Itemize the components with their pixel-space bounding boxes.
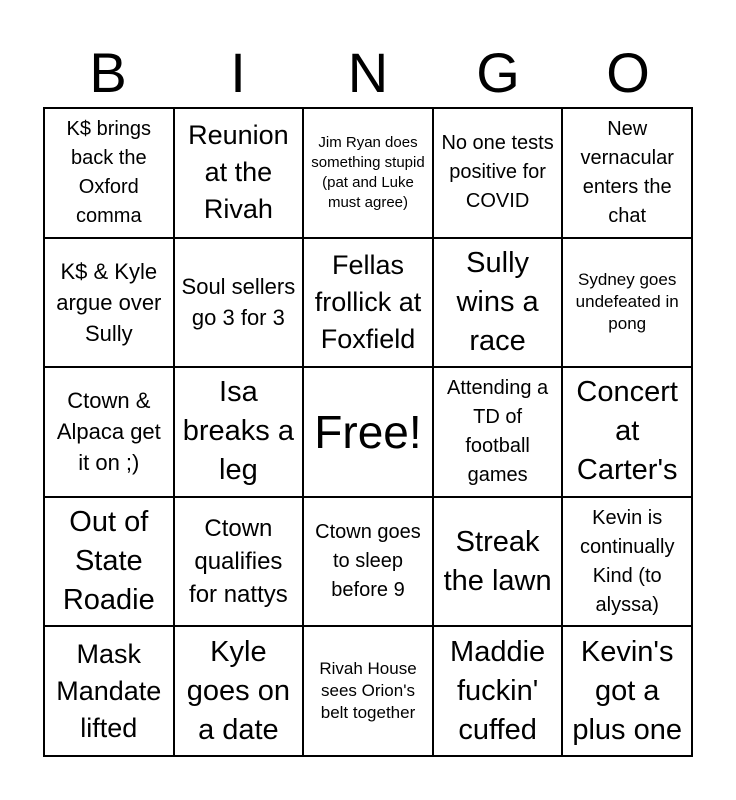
cell-text: Sydney goes undefeated in pong	[575, 270, 679, 334]
bingo-cell[interactable]	[174, 626, 304, 756]
cell-text: K$ & Kyle argue over Sully	[56, 258, 162, 346]
bingo-cell[interactable]	[174, 238, 304, 368]
cell-text: Free!	[314, 405, 422, 458]
cell-text: Concert at Carter's	[576, 376, 678, 487]
cell-text: Reunion at the Rivah	[188, 120, 289, 225]
bingo-card	[43, 107, 693, 757]
cell-text: Ctown qualifies for nattys	[189, 515, 288, 609]
cell-text: K$ brings back the Oxford comma	[66, 117, 152, 227]
header-letter-i: I	[230, 41, 246, 104]
cell-text: Maddie fuckin' cuffed	[450, 635, 546, 746]
cell-text: Sully wins a race	[456, 246, 539, 357]
bingo-cell-free[interactable]	[303, 367, 433, 497]
cell-text: Kyle goes on a date	[186, 635, 290, 746]
cell-text: Kevin's got a plus one	[572, 635, 683, 746]
bingo-cell[interactable]	[562, 626, 692, 756]
bingo-cell[interactable]	[562, 367, 692, 497]
bingo-header	[43, 40, 693, 106]
cell-text: Streak the lawn	[443, 525, 552, 597]
bingo-cell[interactable]	[303, 497, 433, 627]
cell-text: Soul sellers go 3 for 3	[181, 274, 296, 331]
bingo-cell[interactable]	[303, 626, 433, 756]
bingo-cell[interactable]	[433, 626, 563, 756]
bingo-cell[interactable]	[44, 497, 174, 627]
header-letter-n: N	[347, 41, 389, 104]
cell-text: Ctown & Alpaca get it on ;)	[56, 388, 161, 476]
cell-text: Jim Ryan does something stupid (pat and Luke must agree)	[311, 133, 425, 211]
bingo-cell[interactable]	[44, 238, 174, 368]
cell-text: Kevin is continually Kind (to alyssa)	[579, 506, 675, 616]
header-letter-b: B	[89, 41, 127, 104]
bingo-cell[interactable]	[44, 626, 174, 756]
bingo-cell[interactable]	[174, 497, 304, 627]
cell-text: Attending a TD of football games	[446, 376, 549, 486]
bingo-cell[interactable]	[562, 238, 692, 368]
cell-text: No one tests positive for COVID	[441, 132, 554, 213]
cell-text: New vernacular enters the chat	[580, 117, 674, 227]
cell-text: Mask Mandate lifted	[56, 638, 162, 743]
bingo-cell[interactable]	[433, 108, 563, 238]
bingo-cell[interactable]	[303, 108, 433, 238]
bingo-cell[interactable]	[433, 367, 563, 497]
header-letter-o: O	[606, 41, 650, 104]
bingo-cell[interactable]	[174, 367, 304, 497]
bingo-cell[interactable]	[303, 238, 433, 368]
cell-text: Fellas frollick at Foxfield	[314, 249, 422, 354]
cell-text: Ctown goes to sleep before 9	[315, 521, 421, 602]
header-letter-g: G	[476, 41, 520, 104]
cell-text: Out of State Roadie	[62, 506, 155, 617]
bingo-cell[interactable]	[433, 238, 563, 368]
bingo-cell[interactable]	[44, 108, 174, 238]
bingo-cell[interactable]	[44, 367, 174, 497]
cell-text: Rivah House sees Orion's belt together	[319, 659, 417, 723]
bingo-cell[interactable]	[433, 497, 563, 627]
bingo-cell[interactable]	[562, 108, 692, 238]
bingo-cell[interactable]	[562, 497, 692, 627]
bingo-cell[interactable]	[174, 108, 304, 238]
cell-text: Isa breaks a leg	[182, 376, 294, 487]
